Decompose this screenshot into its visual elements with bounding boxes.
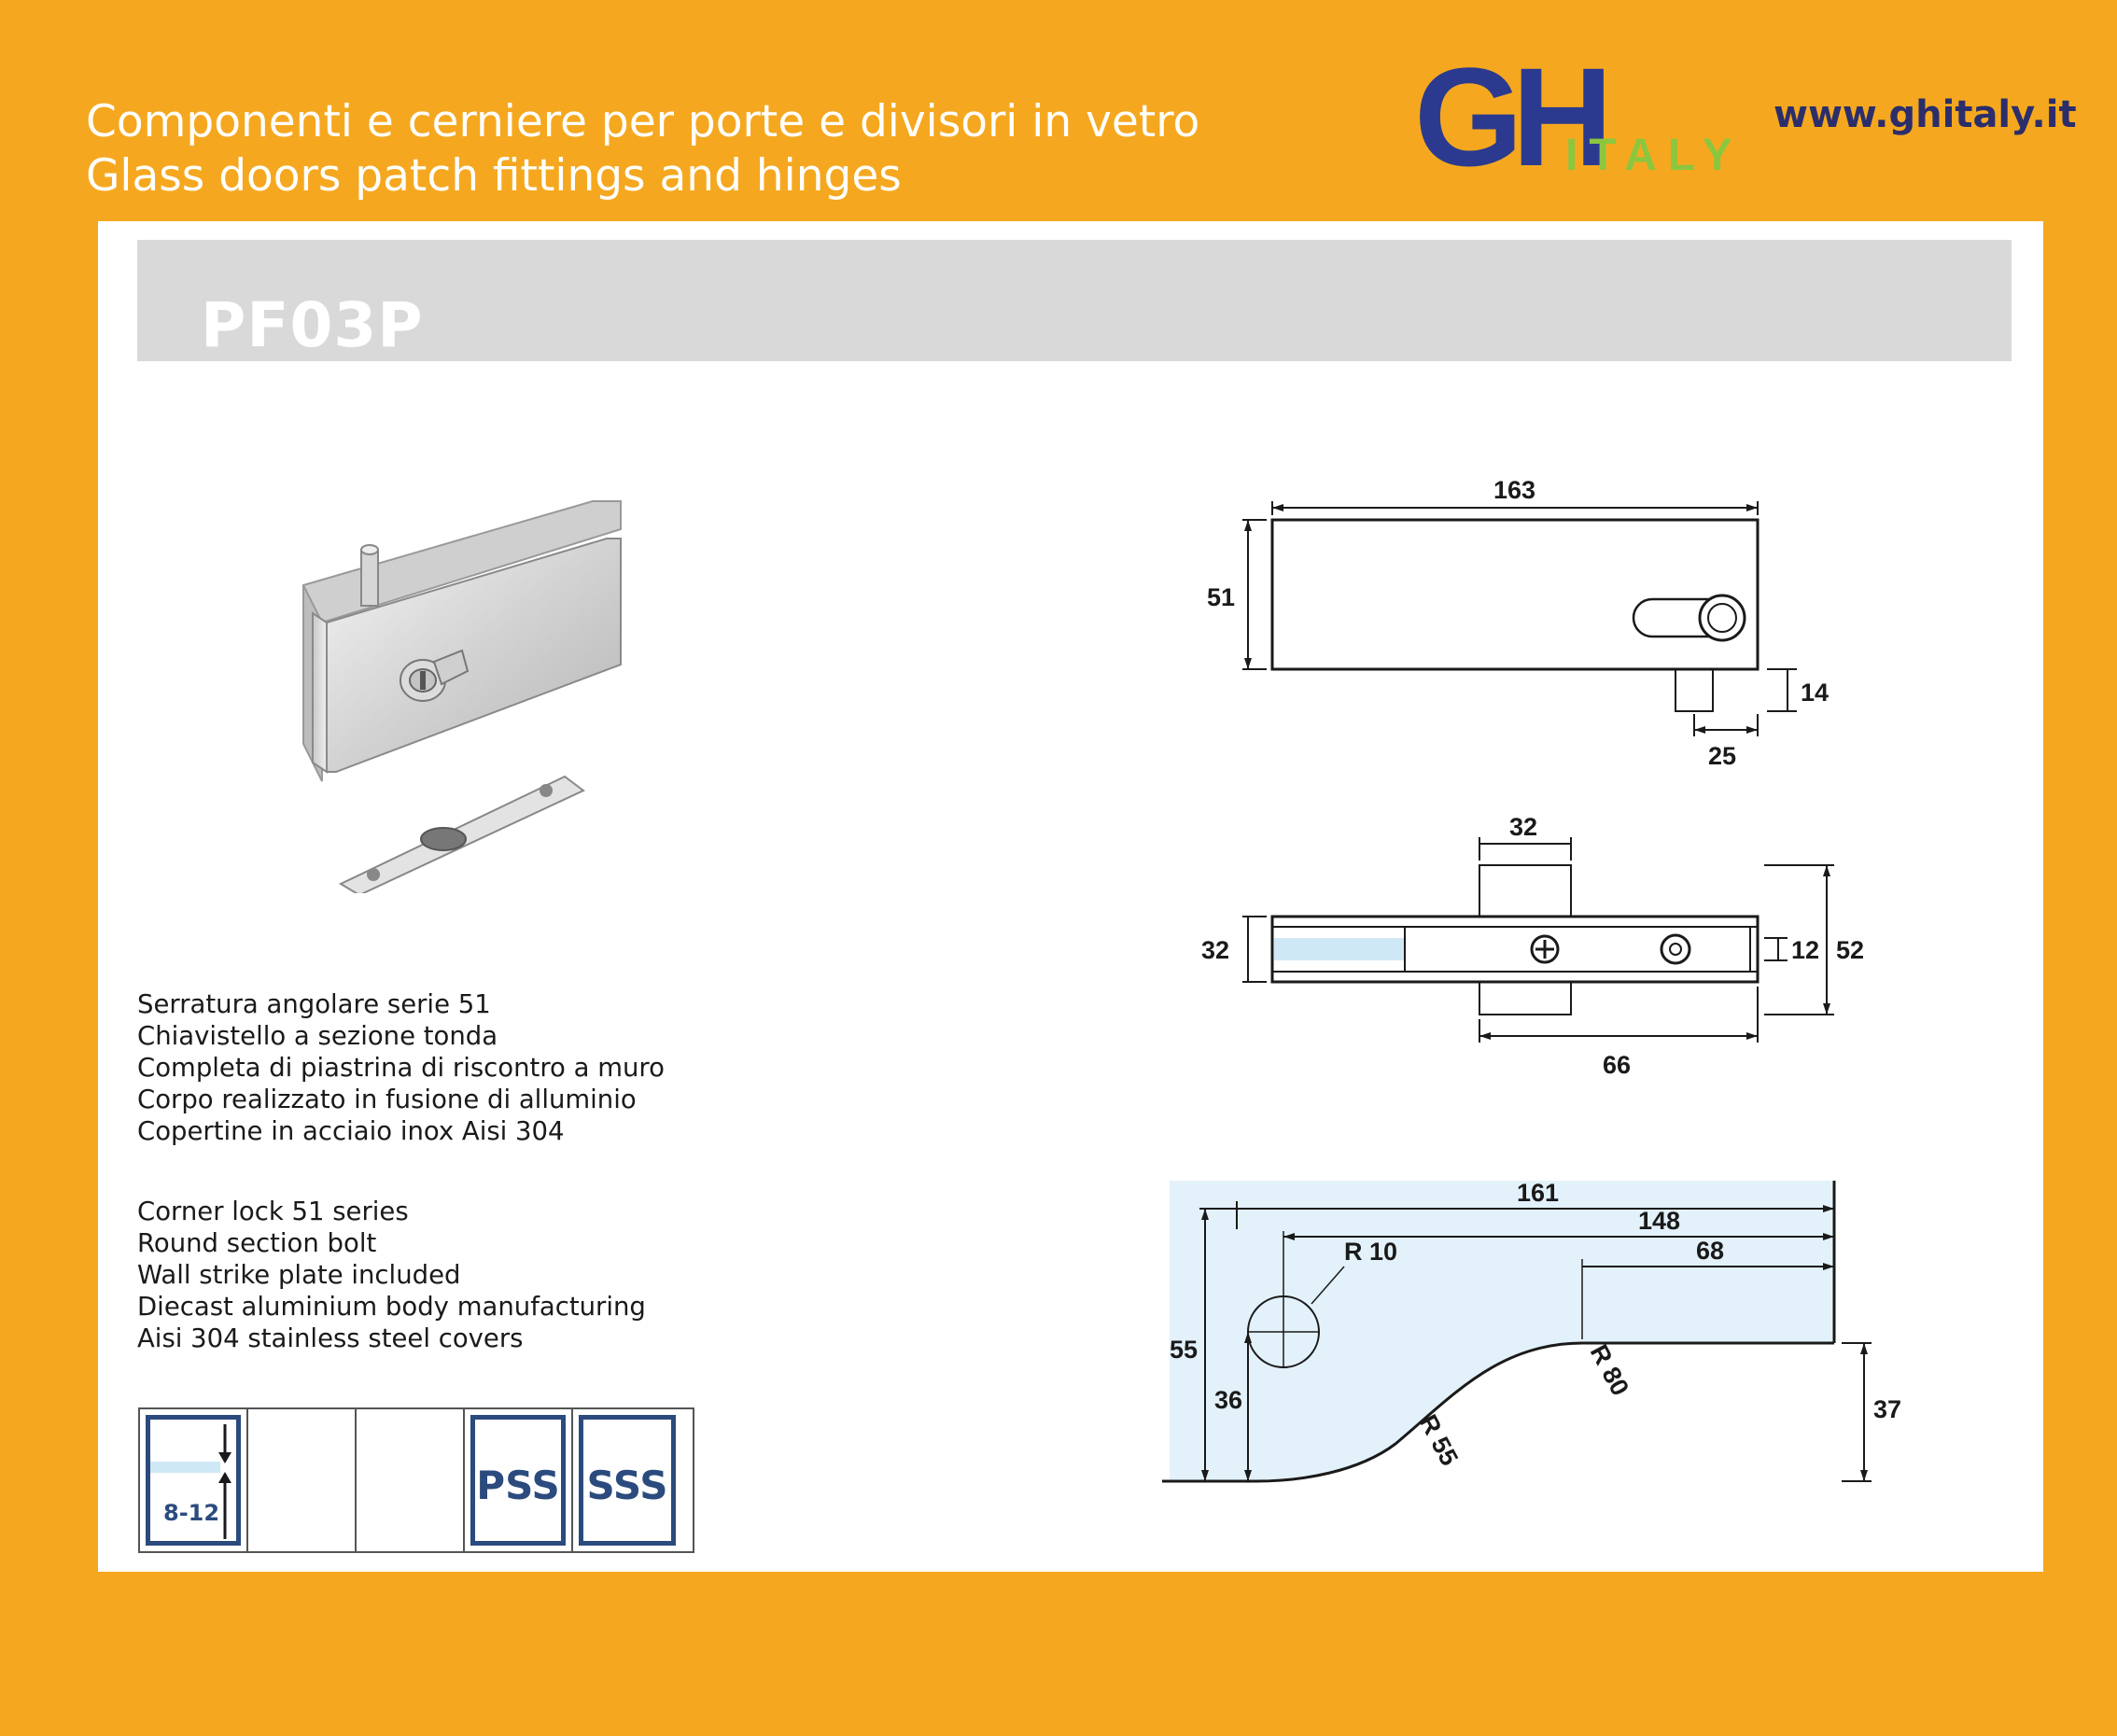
finish-sss-cell [573,1409,681,1551]
dim-lock-length: 66 [1603,1051,1632,1079]
title-bar [137,240,2012,361]
product-code: PF03P [201,289,424,361]
glass-thickness-cell [140,1409,248,1551]
feature-it-2: Chiavistello a sezione tonda [137,1021,498,1051]
glass-thickness-icon [146,1415,241,1546]
dim-total-depth: 52 [1836,936,1865,964]
dim-body-thickness: 32 [1201,936,1230,964]
dim-front-width: 163 [1493,476,1536,504]
dim-total-length: 161 [1517,1179,1560,1207]
empty-cell-1 [248,1409,357,1551]
feature-it-1: Serratura angolare serie 51 [137,989,491,1019]
features [137,988,665,1354]
feature-en-4: Diecast aluminium body manufacturing [137,1292,646,1322]
content-panel [98,221,2043,1572]
finish-pss-cell [465,1409,573,1551]
dim-hole-offset: 148 [1638,1207,1681,1235]
feature-en-2: Round section bolt [137,1228,377,1258]
features-italian [137,988,665,1147]
cutout-drawing [1162,1173,1984,1528]
logo-sub-text: ITALY [1565,131,1744,179]
dim-flat-length: 68 [1696,1237,1725,1265]
logo-main-text: GH [1414,49,1602,179]
product-photo [285,464,770,893]
spec-icons [138,1407,694,1553]
feature-en-5: Aisi 304 stainless steel covers [137,1323,524,1353]
feature-en-3: Wall strike plate included [137,1260,461,1290]
dim-total-height: 55 [1170,1336,1199,1364]
dim-bolt-diameter: 12 [1791,936,1820,964]
feature-it-3: Completa di piastrina di riscontro a muro [137,1053,665,1083]
website-link[interactable]: www.ghitaly.it [1774,93,2077,136]
feature-it-5: Copertine in acciaio inox Aisi 304 [137,1116,565,1146]
header-titles [86,95,1199,203]
dim-lock-width: 32 [1509,813,1538,841]
dim-curve-radius-2: R 80 [1584,1339,1634,1401]
feature-it-4: Corpo realizzato in fusione di alluminio [137,1085,637,1114]
empty-cell-2 [357,1409,465,1551]
dim-hole-height: 36 [1214,1386,1243,1414]
dim-front-height: 51 [1207,583,1236,611]
feature-en-1: Corner lock 51 series [137,1197,409,1226]
header-title-english: Glass doors patch fittings and hinges [86,150,902,202]
dim-curve-radius-1: R 55 [1413,1409,1464,1471]
finish-sss-label: SSS [586,1463,668,1508]
finish-pss-badge [470,1415,566,1546]
dim-flat-height: 37 [1873,1395,1902,1423]
front-view-drawing [1181,464,1946,772]
header-title-italian: Componenti e cerniere per porte e divisori in vetro [86,96,1200,147]
dim-bolt-height: 14 [1801,679,1830,707]
features-english [137,1196,665,1354]
finish-pss-label: PSS [476,1463,560,1508]
gh-italy-logo [1414,49,1750,179]
dim-bolt-offset: 25 [1708,742,1737,770]
dim-hole-radius: R 10 [1344,1238,1398,1266]
top-view-drawing [1181,809,1946,1099]
glass-thickness-label: 8-12 [163,1500,220,1526]
finish-sss-badge [579,1415,676,1546]
